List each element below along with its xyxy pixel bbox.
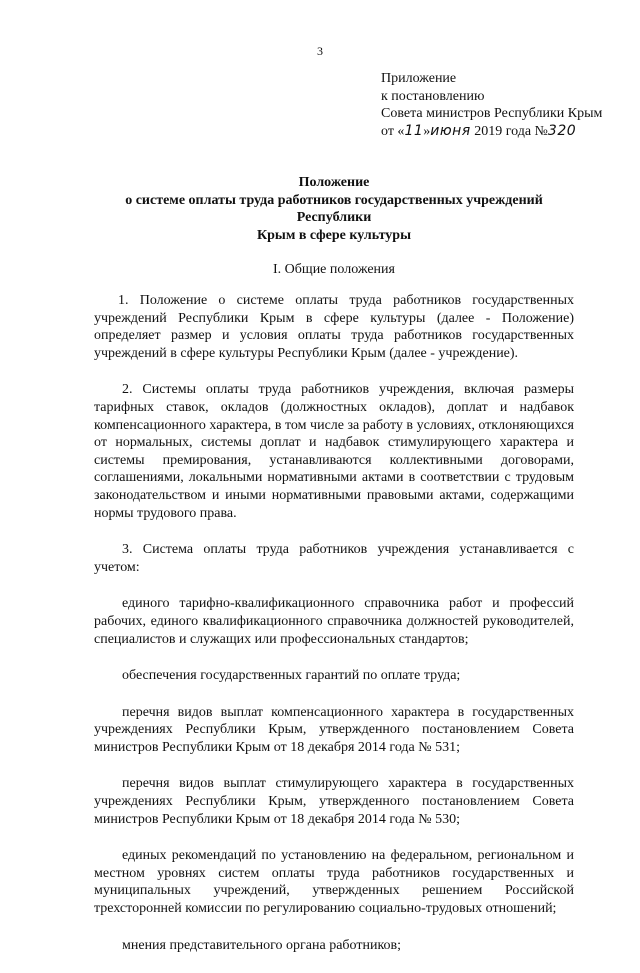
date-suffix: 2019 года №	[474, 123, 548, 139]
title-line-2: о системе оплаты труда работников государственных учреждений Республики	[125, 192, 543, 225]
page-number: 3	[317, 44, 323, 58]
list-item-guarantees: обеспечения государственных гарантий по оплате труда;	[122, 668, 461, 684]
appendix-date-line	[381, 123, 602, 141]
appendix-line-1: Приложение	[381, 71, 457, 86]
document-title	[94, 174, 574, 244]
list-item-representative-opinion: мнения представительного органа работников;	[122, 937, 402, 953]
decree-number: 320	[547, 122, 577, 139]
paragraph-2: 2. Системы оплаты труда работников учреждения, включая размеры тарифных ставок, окладов (должностных окладов), доплат и надбавок компенсационного характера, в том числе за работу в условиях, отклоняющихся от нормальных, системы доплат и надбавок стимулирующего характера и системы премирования, устанавливаются коллективными договорами, соглашениями, локальными нормативными актами в соответствии с трудовым законодательством и иными нормативными правовыми актами, содержащими нормы трудового права.	[94, 382, 574, 521]
date-mid: »	[423, 123, 431, 139]
appendix-block	[381, 70, 602, 140]
appendix-line-3: Совета министров Республики Крым	[381, 106, 603, 121]
date-month: июня	[430, 122, 471, 139]
document-body	[94, 292, 574, 973]
list-item-incentive: перечня видов выплат стимулирующего характера в государственных учреждениях Республики Крым, утвержденного постановлением Совета министров Республики Крым от 18 декабря 2014 года № 530;	[94, 776, 574, 827]
section-heading: I. Общие положения	[273, 262, 395, 277]
paragraph-1: 1. Положение о системе оплаты труда работников государственных учреждений Республики Крым в сфере культуры (далее - Положение) определяет размер и условия оплаты труда работников государственных учреждений в сфере культуры Республики Крым (далее - учреждение).	[94, 293, 574, 361]
paragraph-3: 3. Система оплаты труда работников учреждения устанавливается с учетом:	[94, 542, 574, 575]
list-item-recommendations: единых рекомендаций по установлению на федеральном, региональном и местном уровнях систем оплаты труда работников государственных и муниципальных учреждений, утвержденных решением Российской трехсторонней комиссии по регулированию социально-трудовых отношений;	[94, 848, 574, 917]
date-day: 11	[404, 122, 424, 139]
list-item-compensation: перечня видов выплат компенсационного характера в государственных учреждениях Республики Крым, утвержденного постановлением Совета министров Республики Крым от 18 декабря 2014 года № 531;	[94, 704, 574, 755]
title-line-1: Положение	[298, 175, 370, 190]
list-item-classifiers: единого тарифно-квалификационного справочника работ и профессий рабочих, единого квалификационного справочника должностей руководителей, специалистов и служащих или профессиональных стандартов;	[94, 596, 574, 647]
appendix-line-2: к постановлению	[381, 88, 485, 104]
date-prefix: от «	[381, 123, 405, 139]
title-line-3: Крым в сфере культуры	[256, 227, 412, 243]
